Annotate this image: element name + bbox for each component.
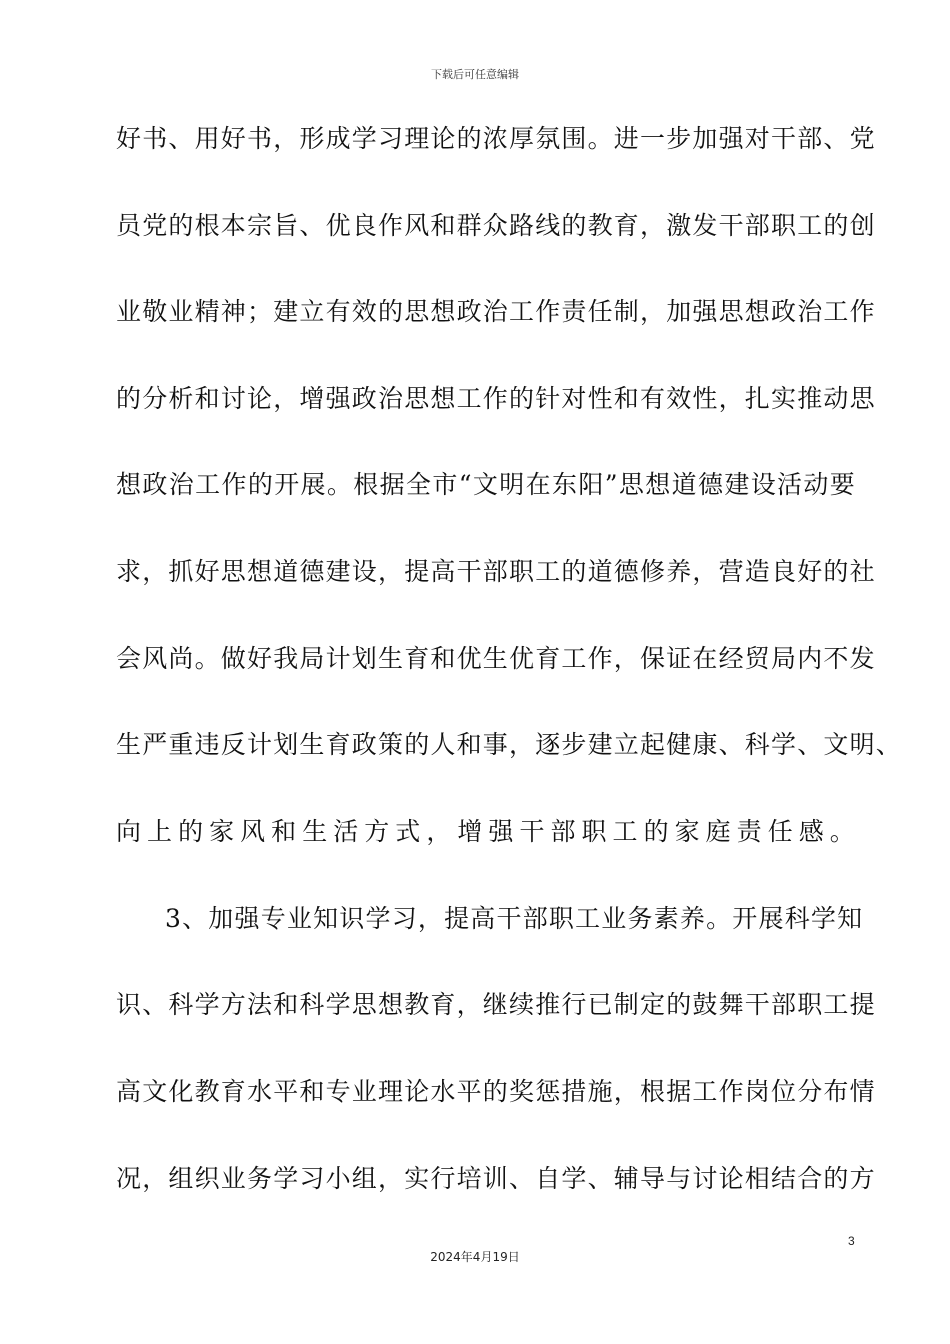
page-number: 3 <box>848 1234 855 1248</box>
body-line-1: 好书、用好书，形成学习理论的浓厚氛围。进一步加强对干部、党 <box>116 124 876 153</box>
body-line-3: 业敬业精神；建立有效的思想政治工作责任制，加强思想政治工作 <box>116 297 876 326</box>
body-line-4: 的分析和讨论，增强政治思想工作的针对性和有效性，扎实推动思 <box>116 384 876 413</box>
body-line-9: 向上的家风和生活方式，增强干部职工的家庭责任感。 <box>116 817 856 846</box>
body-line-13: 况，组织业务学习小组，实行培训、自学、辅导与讨论相结合的方 <box>116 1164 876 1193</box>
body-line-12: 高文化教育水平和专业理论水平的奖惩措施，根据工作岗位分布情 <box>116 1077 876 1106</box>
body-line-5: 想政治工作的开展。根据全市“文明在东阳”思想道德建设活动要 <box>116 470 856 499</box>
body-line-7: 会风尚。做好我局计划生育和优生优育工作，保证在经贸局内不发 <box>116 644 876 673</box>
body-line-8: 生严重违反计划生育政策的人和事，逐步建立起健康、科学、文明、 <box>116 730 903 759</box>
body-line-6: 求，抓好思想道德建设，提高干部职工的道德修养，营造良好的社 <box>116 557 876 586</box>
body-line-2: 员党的根本宗旨、优良作风和群众路线的教育，激发干部职工的创 <box>116 211 876 240</box>
body-line-11: 识、科学方法和科学思想教育，继续推行已制定的鼓舞干部职工提 <box>116 990 876 1019</box>
body-line-10: 3、加强专业知识学习，提高干部职工业务素养。开展科学知 <box>165 904 864 933</box>
page-header: 下载后可任意编辑 <box>431 68 519 81</box>
footer-date: 2024年4月19日 <box>430 1250 520 1264</box>
